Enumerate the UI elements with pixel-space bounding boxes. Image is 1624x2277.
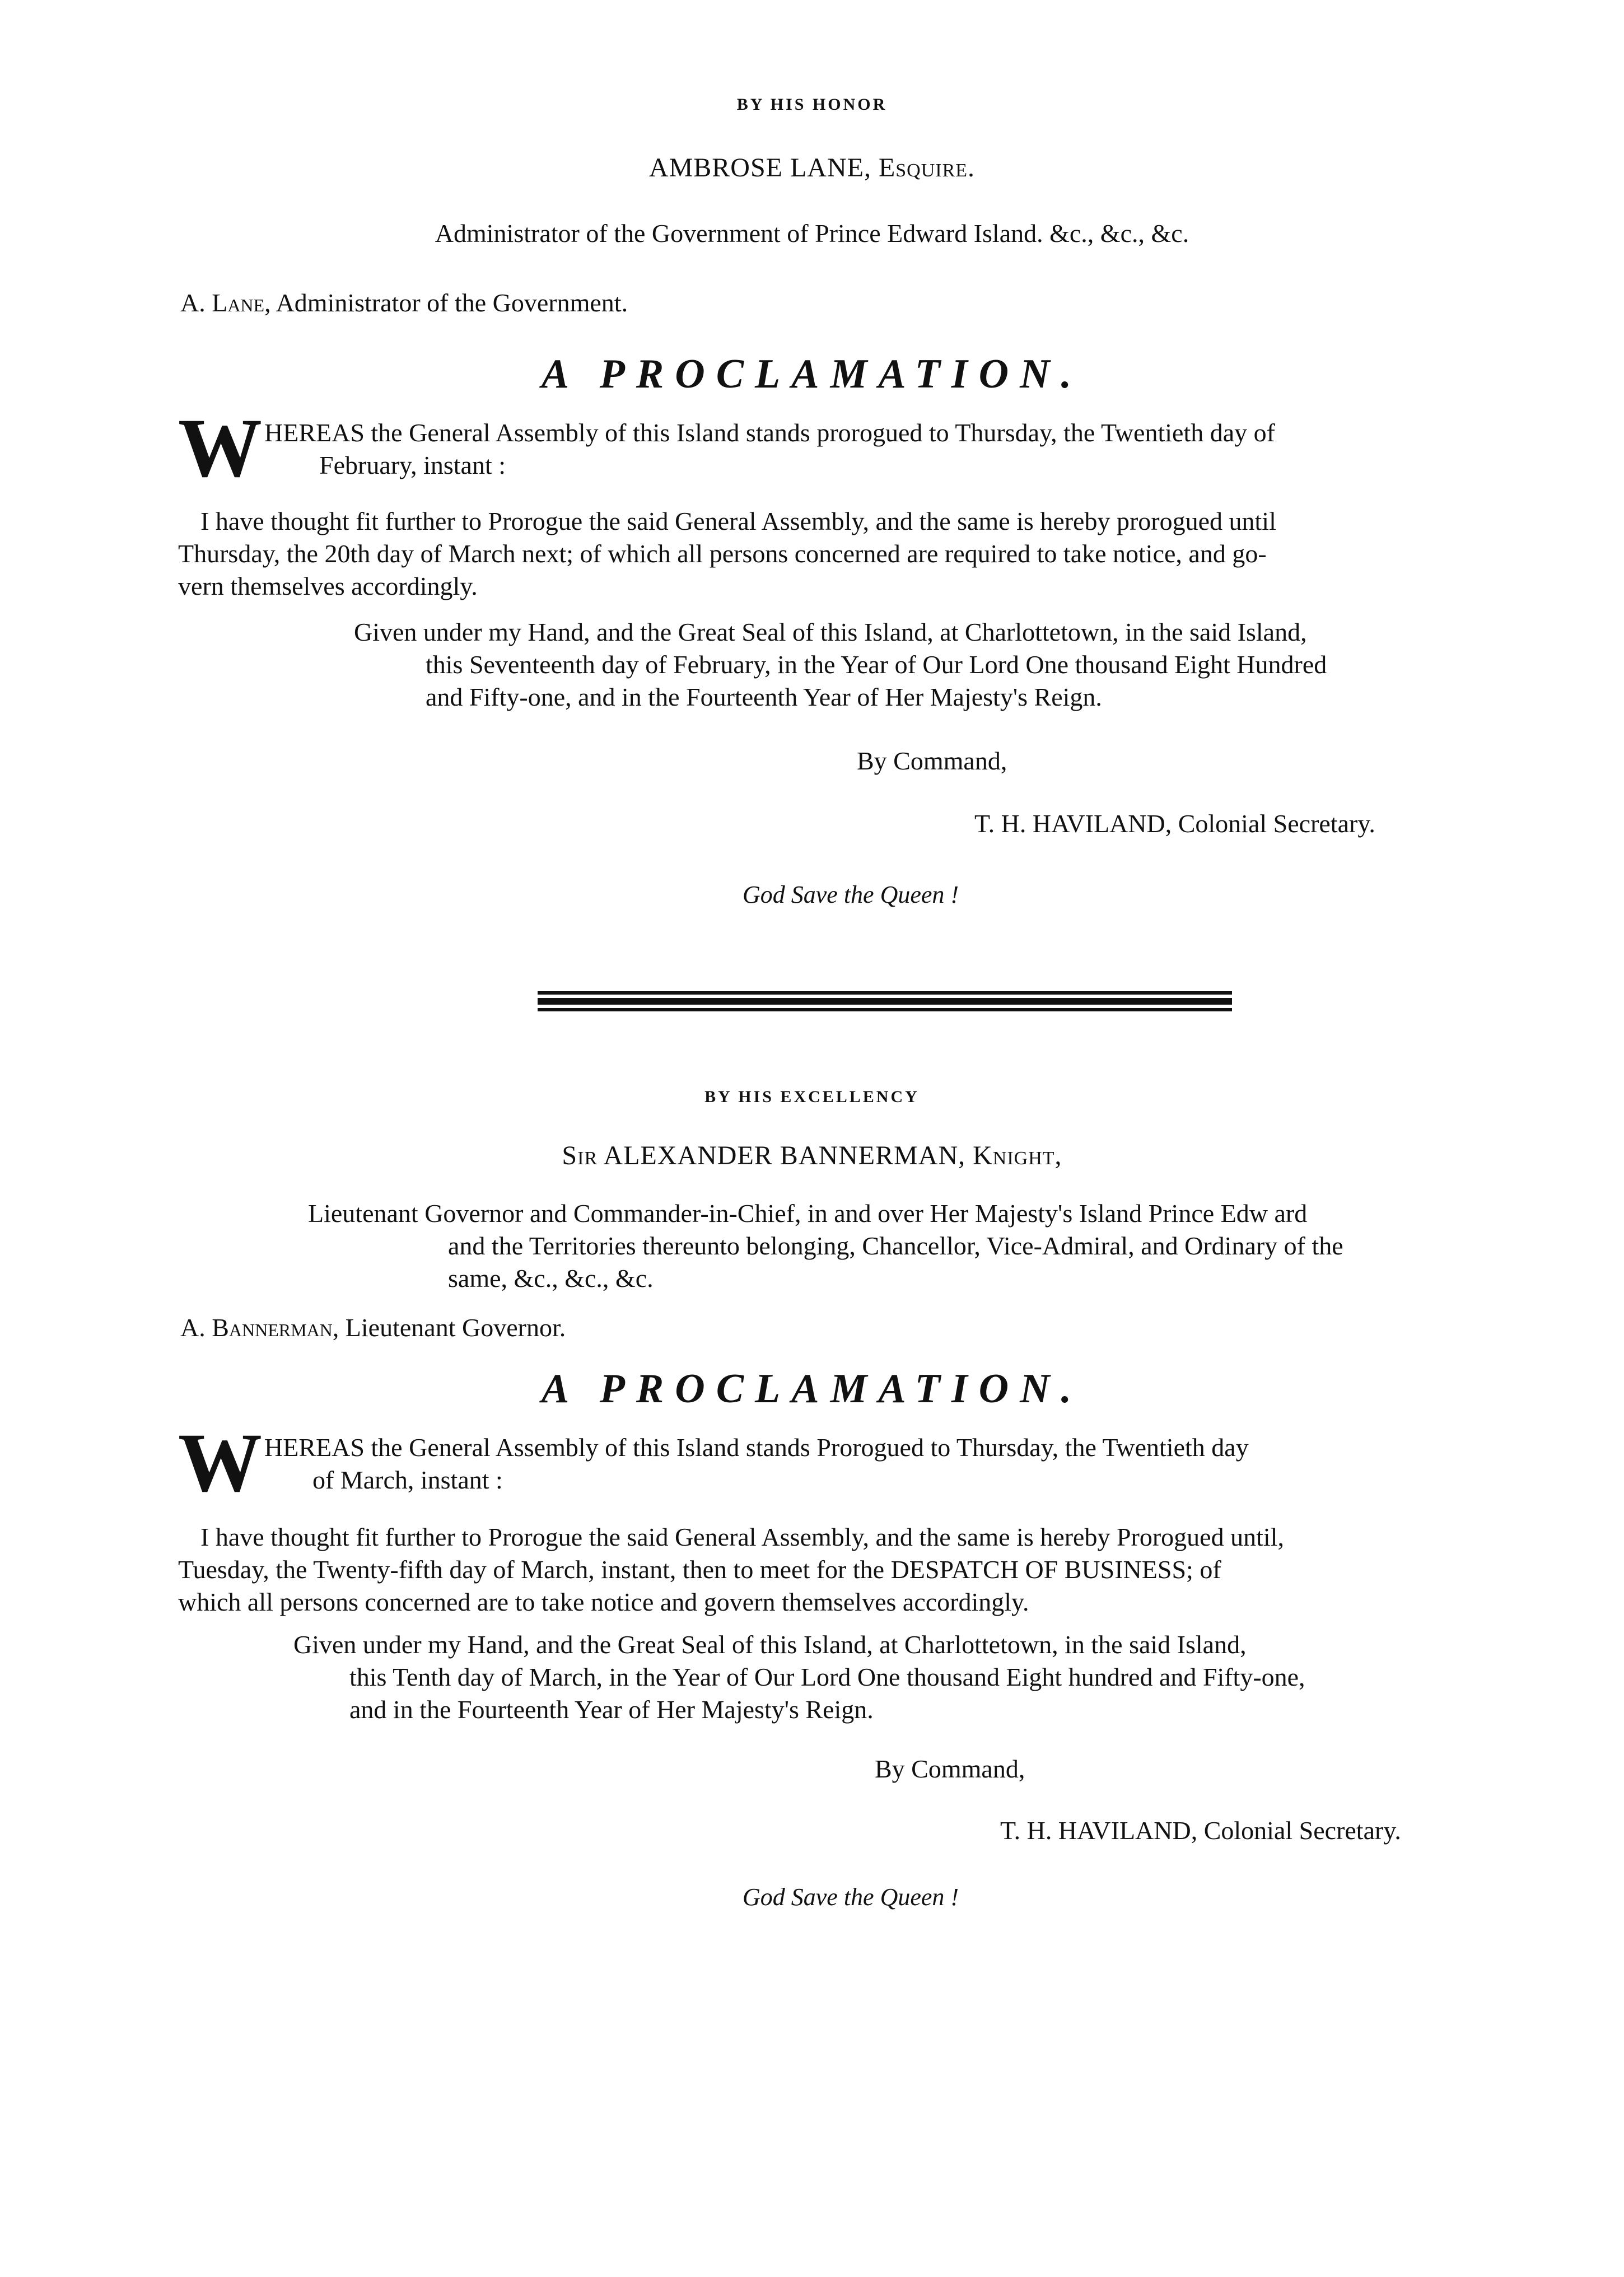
proclamation-2-name-prefix: Sir [562, 1141, 598, 1170]
proclamation-1-para-line-3: vern themselves accordingly. [178, 572, 478, 600]
proclamation-1-name [0, 152, 1624, 183]
proclamation-2-title: A PROCLAMATION. [541, 1366, 1083, 1412]
proclamation-2-secretary: T. H. HAVILAND, Colonial Secretary. [1000, 1816, 1401, 1845]
proclamation-1-dropcap: W [178, 402, 262, 494]
proclamation-1-paragraph [178, 505, 1612, 603]
proclamation-2-name [0, 1140, 1624, 1171]
proclamation-1-name-main: AMBROSE LANE, [648, 153, 871, 183]
proclamation-2-signature-rest: Lieutenant Governor. [345, 1313, 566, 1342]
section-divider [538, 991, 1232, 1011]
proclamation-2-signature [180, 1312, 566, 1344]
proclamation-2-paragraph [178, 1521, 1612, 1618]
proclamation-2-title-line-1: Lieutenant Governor and Commander-in-Chief, in and over Her Majesty's Island Prince Edw ard [308, 1199, 1308, 1228]
proclamation-2-god-save: God Save the Queen ! [743, 1883, 959, 1911]
proclamation-1-secretary: T. H. HAVILAND, Colonial Secretary. [974, 809, 1375, 838]
proclamation-2-para-line-2: Tuesday, the Twenty-fifth day of March, instant, then to meet for the DESPATCH OF BUSINESS; of [178, 1555, 1221, 1584]
proclamation-1-para-line-2: Thursday, the 20th day of March next; of which all persons concerned are required to take notice, and go- [178, 539, 1267, 568]
proclamation-1-given-line-2: this Seventeenth day of February, in the Year of Our Lord One thousand Eight Hundred [426, 650, 1327, 679]
proclamation-2-name-main: ALEXANDER BANNERMAN, [603, 1141, 966, 1170]
proclamation-2-title-block [308, 1197, 1613, 1295]
proclamation-2-name-suffix: Knight, [973, 1141, 1062, 1170]
proclamation-1-whereas-line-1: HEREAS the General Assembly of this Island stands prorogued to Thursday, the Twentieth day of [264, 418, 1275, 447]
proclamation-2-given-line-2: this Tenth day of March, in the Year of Our Lord One thousand Eight hundred and Fifty-one, [349, 1663, 1305, 1691]
proclamation-2-whereas [178, 1416, 1612, 1509]
proclamation-1-given-line-1: Given under my Hand, and the Great Seal of this Island, at Charlottetown, in the said Island, [354, 618, 1307, 646]
proclamation-2-given-line-1: Given under my Hand, and the Great Seal of this Island, at Charlottetown, in the said Island, [293, 1630, 1247, 1659]
proclamation-2-title-line-3: same, &c., &c., &c. [448, 1264, 654, 1293]
proclamation-2-by-command: By Command, [875, 1755, 1025, 1783]
proclamation-2-dropcap: W [178, 1416, 262, 1509]
proclamation-1-signature-name: A. Lane, [180, 288, 271, 317]
proclamation-2-title-line-2: and the Territories thereunto belonging, Chancellor, Vice-Admiral, and Ordinary of the [448, 1231, 1343, 1260]
proclamation-1-title: A PROCLAMATION. [541, 351, 1083, 397]
proclamation-2-para-line-3: which all persons concerned are to take notice and govern themselves accordingly. [178, 1588, 1029, 1616]
proclamation-2-para-line-1: I have thought fit further to Prorogue the said General Assembly, and the same is hereby Prorogued until, [200, 1523, 1284, 1551]
proclamation-2-whereas-line-1: HEREAS the General Assembly of this Island stands Prorogued to Thursday, the Twentieth day [264, 1433, 1249, 1462]
proclamation-1-given [354, 616, 1608, 713]
proclamation-2-whereas-line-2: of March, instant : [312, 1466, 503, 1494]
proclamation-1-para-line-1: I have thought fit further to Prorogue the said General Assembly, and the same is hereby prorogued until [200, 507, 1276, 535]
proclamation-1-name-suffix: Esquire. [878, 153, 976, 183]
proclamation-2-given [293, 1629, 1609, 1726]
proclamation-2-signature-name: A. Bannerman, [180, 1313, 339, 1342]
proclamation-2-heading: BY HIS EXCELLENCY [704, 1088, 920, 1106]
proclamation-2-given-line-3: and in the Fourteenth Year of Her Majesty's Reign. [349, 1695, 874, 1724]
proclamation-1-by-command: By Command, [857, 746, 1007, 775]
proclamation-1-signature [180, 287, 628, 319]
proclamation-1-given-line-3: and Fifty-one, and in the Fourteenth Year of Her Majesty's Reign. [426, 683, 1102, 711]
proclamation-1-whereas [178, 402, 1612, 494]
proclamation-1-heading: BY HIS HONOR [736, 95, 888, 114]
proclamation-1-god-save: God Save the Queen ! [743, 881, 959, 908]
proclamation-1-title-line: Administrator of the Government of Prince Edward Island. &c., &c., &c. [435, 219, 1189, 248]
proclamation-1-whereas-line-2: February, instant : [319, 451, 506, 479]
proclamation-1-signature-rest: Administrator of the Government. [276, 288, 628, 317]
